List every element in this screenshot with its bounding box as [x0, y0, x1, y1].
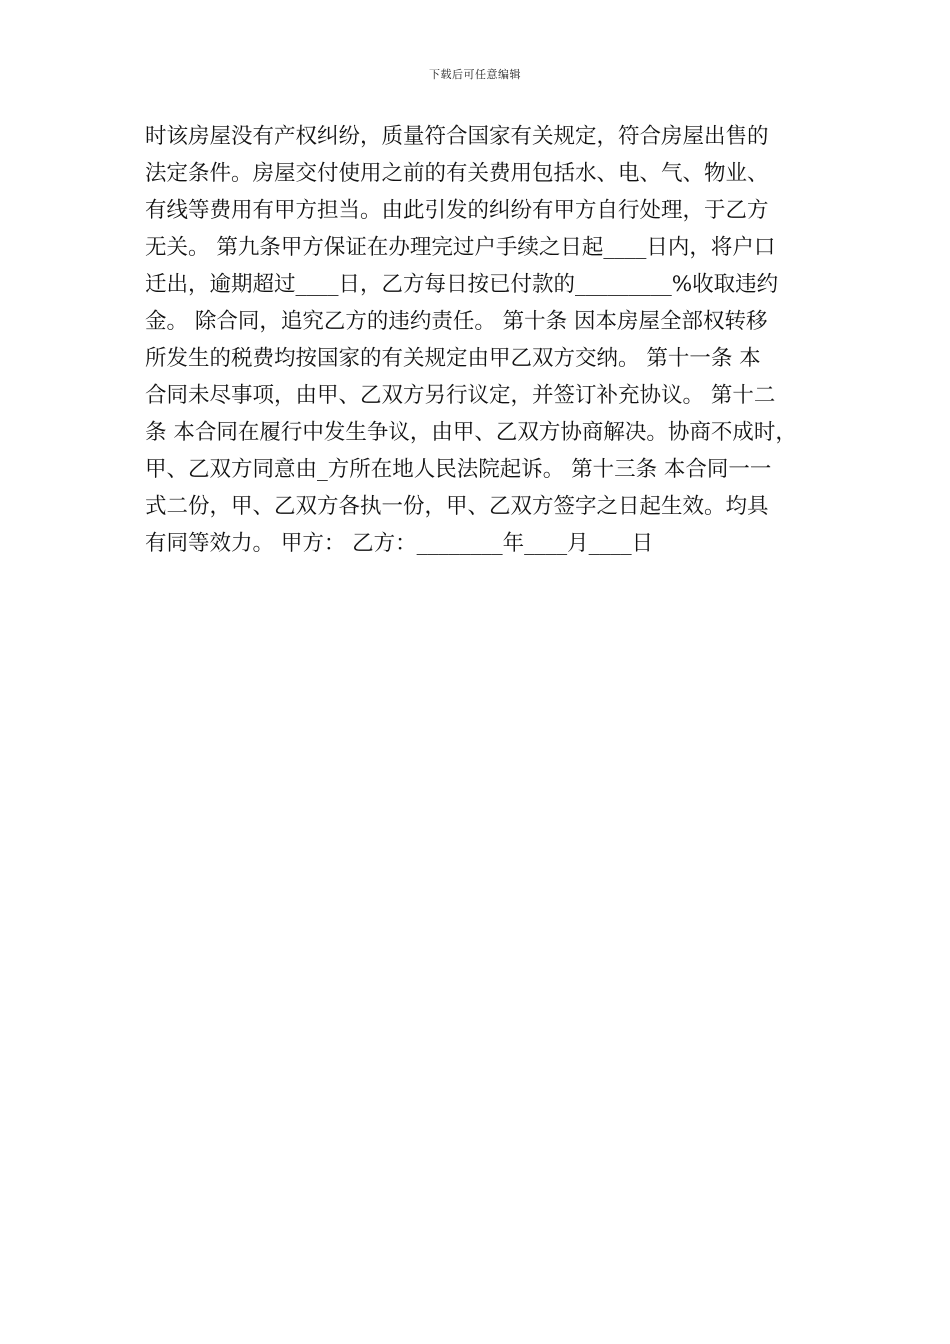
- text-line: 迁出，逾期超过____日，乙方每日按已付款的_________%收取违约: [145, 272, 779, 297]
- text-line: 时该房屋没有产权纠纷，质量符合国家有关规定，符合房屋出售的: [145, 124, 769, 149]
- text-line: 合同未尽事项，由甲、乙双方另行议定，并签订补充协议。 第十二: [145, 383, 776, 408]
- text-line: 有同等效力。 甲方： 乙方：________年____月____日: [145, 531, 654, 556]
- text-line: 甲、乙双方同意由_方所在地人民法院起诉。 第十三条 本合同一一: [145, 457, 772, 482]
- text-line: 法定条件。房屋交付使用之前的有关费用包括水、电、气、物业、: [145, 161, 769, 186]
- document-body: [145, 118, 810, 562]
- text-line: 无关。 第九条甲方保证在办理完过户手续之日起____日内，将户口: [145, 235, 776, 260]
- text-line: 所发生的税费均按国家的有关规定由甲乙双方交纳。 第十一条 本: [145, 346, 761, 371]
- text-line: 有线等费用有甲方担当。由此引发的纠纷有甲方自行处理，于乙方: [145, 198, 769, 223]
- page-header: 下载后可任意编辑: [429, 68, 521, 81]
- text-line: 金。 除合同，追究乙方的违约责任。 第十条 因本房屋全部权转移: [145, 309, 768, 334]
- text-line: 式二份，甲、乙双方各执一份，甲、乙双方签字之日起生效。均具: [145, 494, 769, 519]
- text-line: 条 本合同在履行中发生争议，由甲、乙双方协商解决。协商不成时，: [145, 420, 797, 445]
